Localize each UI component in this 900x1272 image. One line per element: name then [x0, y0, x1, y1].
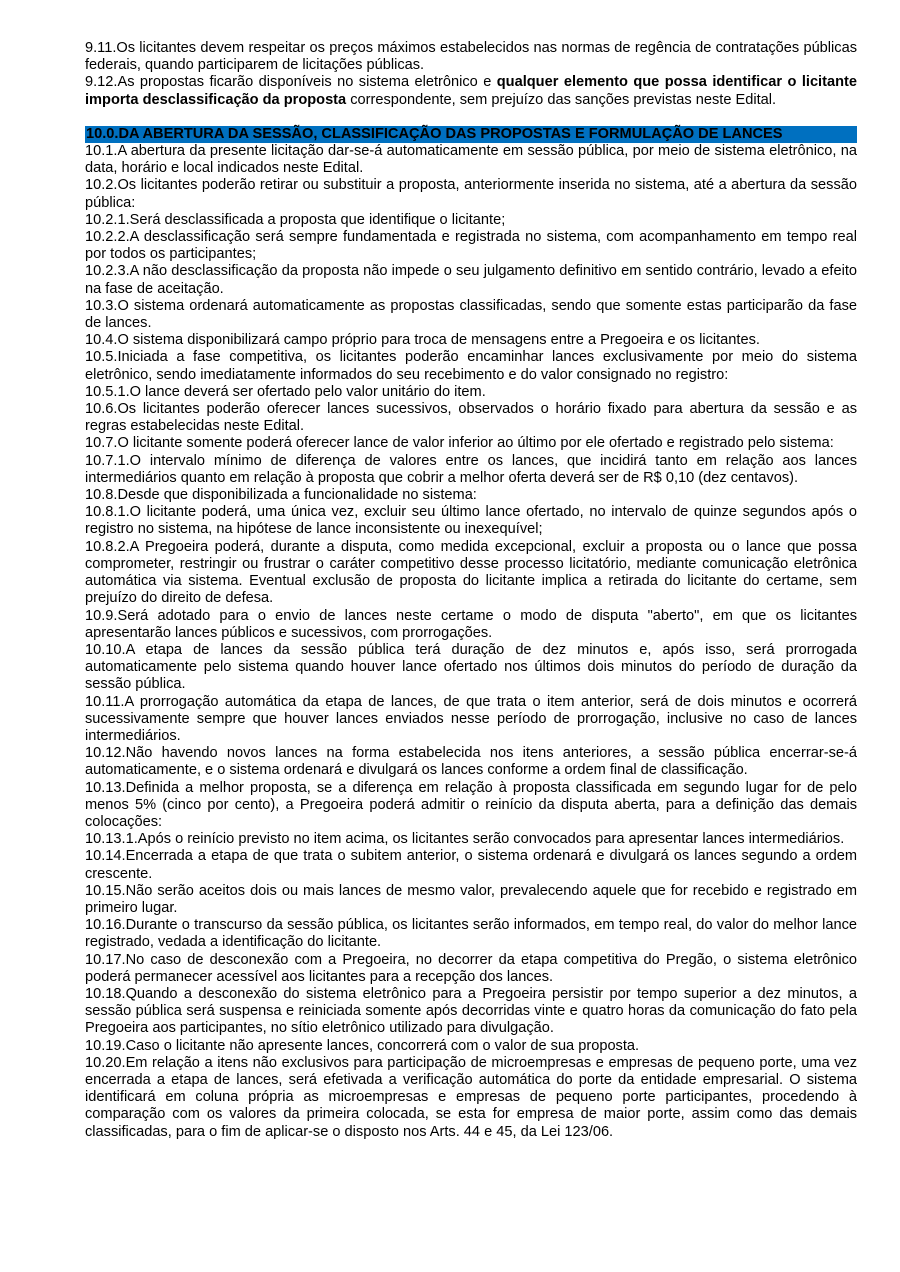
section-paragraph: 10.11.A prorrogação automática da etapa de lances, de que trata o item anterior, será de dois minutos e ocorrerá sucessivamente sempre que houver lances enviados nesse período de prorrogação, inclusive no caso de lances intermediários.: [85, 693, 857, 744]
section-paragraph: 10.7.1.O intervalo mínimo de diferença de valores entre os lances, que incidirá tanto em relação aos lances intermediários quanto em relação à proposta que cobrir a melhor oferta deverá ser de R$ 0,10 (dez centavos).: [85, 452, 857, 486]
paragraph-9-12: [85, 74, 857, 108]
section-paragraph: 10.5.Iniciada a fase competitiva, os licitantes poderão encaminhar lances exclusivamente por meio do sistema eletrônico, sendo imediatamente informados do seu recebimento e do valor consignado no registro:: [85, 349, 857, 383]
spacer: [85, 109, 857, 126]
section-paragraph: 10.2.2.A desclassificação será sempre fundamentada e registrada no sistema, com acompanhamento em tempo real por todos os participantes;: [85, 229, 857, 263]
section-paragraph: 10.4.O sistema disponibilizará campo próprio para troca de mensagens entre a Pregoeira e os licitantes.: [85, 332, 760, 349]
section-paragraph: 10.8.2.A Pregoeira poderá, durante a disputa, como medida excepcional, excluir a proposta ou o lance que possa comprometer, restringir ou frustrar o caráter competitivo desse processo licitatório, mediante comunicação eletrônica automática via sistema. Eventual exclusão de proposta do licitante implica a retirada do licitante do certame, sem prejuízo do direito de defesa.: [85, 538, 857, 607]
paragraph-9-12-tail: correspondente, sem prejuízo das sanções previstas neste Edital.: [346, 91, 777, 108]
section-paragraph: 10.13.1.Após o reinício previsto no item acima, os licitantes serão convocados para apresentar lances intermediários.: [85, 831, 845, 848]
section-paragraph: 10.8.Desde que disponibilizada a funcionalidade no sistema:: [85, 487, 477, 504]
paragraph-9-12-bold: qualquer elemento que possa identificar o licitante importa desclassificação da proposta: [85, 74, 857, 108]
section-paragraph: 10.3.O sistema ordenará automaticamente as propostas classificadas, sendo que somente estas participarão da fase de lances.: [85, 297, 857, 332]
section-paragraph: 10.2.3.A não desclassificação da proposta não impede o seu julgamento definitivo em sentido contrário, levado a efeito na fase de aceitação.: [85, 263, 857, 297]
section-paragraph: 10.8.1.O licitante poderá, uma única vez, excluir seu último lance ofertado, no intervalo de quinze segundos após o registro no sistema, na hipótese de lance inconsistente ou inexequível;: [85, 504, 857, 538]
section-paragraph: 10.15.Não serão aceitos dois ou mais lances de mesmo valor, prevalecendo aquele que for recebido e registrado em primeiro lugar.: [85, 882, 857, 916]
section-paragraph: 10.1.A abertura da presente licitação dar-se-á automaticamente em sessão pública, por meio de sistema eletrônico, na data, horário e local indicados neste Edital.: [85, 143, 857, 177]
section-paragraph: 10.16.Durante o transcurso da sessão pública, os licitantes serão informados, em tempo real, do valor do melhor lance registrado, vedada a identificação do licitante.: [85, 917, 857, 951]
section-paragraph: 10.10.A etapa de lances da sessão pública terá duração de dez minutos e, após isso, será prorrogada automaticamente pelo sistema quando houver lance ofertado nos últimos dois minutos do período de duração da sessão pública.: [85, 641, 857, 693]
section-body: [85, 143, 857, 1141]
section-paragraph: 10.20.Em relação a itens não exclusivos para participação de microempresas e empresas de pequeno porte, uma vez encerrada a etapa de lances, será efetivada a verificação automática do porte da entidade empresarial. O sistema identificará em coluna própria as microempresas e empresas de pequeno porte participantes, procedendo à comparação com os valores da primeira colocada, se esta for empresa de maior porte, assim como das demais classificadas, para o fim de aplicar-se o disposto nos Arts. 44 e 45, da Lei 123/06.: [85, 1054, 857, 1140]
section-paragraph: 10.9.Será adotado para o envio de lances neste certame o modo de disputa "aberto", em que os licitantes apresentarão lances públicos e sucessivos, com prorrogações.: [85, 607, 857, 641]
paragraph-9-12-lead: 9.12.As propostas ficarão disponíveis no sistema eletrônico e: [85, 74, 497, 91]
section-paragraph: 10.14.Encerrada a etapa de que trata o subitem anterior, o sistema ordenará e divulgará os lances segundo a ordem crescente.: [85, 848, 857, 882]
paragraph-9-11: 9.11.Os licitantes devem respeitar os preços máximos estabelecidos nas normas de regência de contratações públicas federais, quando participarem de licitações públicas.: [85, 40, 857, 74]
section-paragraph: 10.18.Quando a desconexão do sistema eletrônico para a Pregoeira persistir por tempo superior a dez minutos, a sessão pública será suspensa e reiniciada somente após decorridas vinte e quatro horas da comunicação do fato pela Pregoeira aos participantes, no sítio eletrônico utilizado para divulgação.: [85, 985, 857, 1037]
section-paragraph: 10.12.Não havendo novos lances na forma estabelecida nos itens anteriores, a sessão pública encerrar-se-á automaticamente, e o sistema ordenará e divulgará os lances conforme a ordem final de classificação.: [85, 745, 857, 779]
section-paragraph: 10.7.O licitante somente poderá oferecer lance de valor inferior ao último por ele ofertado e registrado pelo sistema:: [85, 435, 834, 452]
section-paragraph: 10.6.Os licitantes poderão oferecer lances sucessivos, observados o horário fixado para abertura da sessão e as regras estabelecidas neste Edital.: [85, 401, 857, 435]
section-heading: 10.0.DA ABERTURA DA SESSÃO, CLASSIFICAÇÃO DAS PROPOSTAS E FORMULAÇÃO DE LANCES: [85, 126, 857, 143]
section-paragraph: 10.5.1.O lance deverá ser ofertado pelo valor unitário do item.: [85, 383, 486, 400]
section-paragraph: 10.2.1.Será desclassificada a proposta que identifique o licitante;: [85, 211, 506, 228]
section-paragraph: 10.17.No caso de desconexão com a Pregoeira, no decorrer da etapa competitiva do Pregão, o sistema eletrônico poderá permanecer acessível aos licitantes para a recepção dos lances.: [85, 951, 857, 985]
section-paragraph: 10.13.Definida a melhor proposta, se a diferença em relação à proposta classificada em segundo lugar for de pelo menos 5% (cinco por cento), a Pregoeira poderá admitir o reinício da disputa aberta, para a definição das demais colocações:: [85, 779, 857, 830]
section-paragraph: 10.2.Os licitantes poderão retirar ou substituir a proposta, anteriormente inserida no sistema, até a abertura da sessão pública:: [85, 177, 857, 211]
section-paragraph: 10.19.Caso o licitante não apresente lances, concorrerá com o valor de sua proposta.: [85, 1037, 640, 1054]
